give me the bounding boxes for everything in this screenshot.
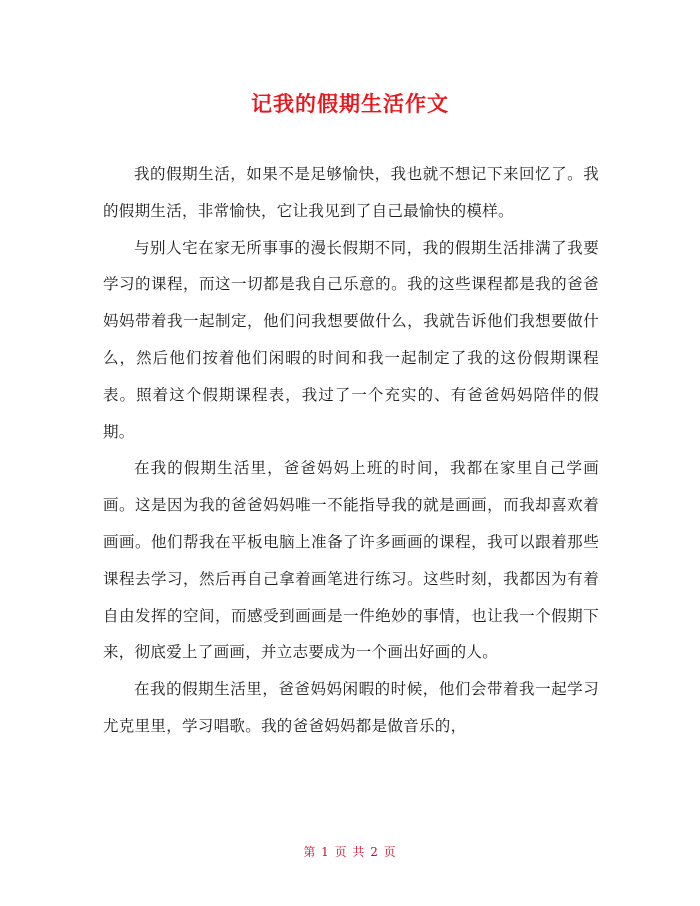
- paragraph-4: 在我的假期生活里，爸爸妈妈闲暇的时候，他们会带着我一起学习尤克里里，学习唱歌。我的爸爸妈妈都是做音乐的，: [103, 680, 599, 735]
- paragraph-2: 与别人宅在家无所事事的漫长假期不同，我的假期生活排满了我要学习的课程，而这一切都是我自己乐意的。我的这些课程都是我的爸爸妈妈带着我一起制定，他们问我想要做什么，我就告诉他们我想要做什么，然后他们按着他们闲暇的时间和我一起制定了我的这份假期课程表。照着这个假期课程表，我过了一个充实的、有爸爸妈妈陪伴的假期。: [103, 238, 599, 441]
- paragraph-3: 在我的假期生活里，爸爸妈妈上班的时间，我都在家里自己学画画。这是因为我的爸爸妈妈唯一不能指导我的就是画画，而我却喜欢着画画。他们帮我在平板电脑上准备了许多画画的课程，我可以跟着那些课程去学习，然后再自己拿着画笔进行练习。这些时刻，我都因为有着自由发挥的空间，而感受到画画是一件绝妙的事情，也让我一个假期下来，彻底爱上了画画，并立志要成为一个画出好画的人。: [103, 459, 599, 662]
- document-body: [103, 156, 599, 745]
- page-number-footer: 第 1 页 共 2 页: [303, 845, 397, 859]
- document-title: 记我的假期生活作文: [251, 92, 449, 116]
- paragraph-1: 我的假期生活，如果不是足够愉快，我也就不想记下来回忆了。我的假期生活，非常愉快，它让我见到了自己最愉快的模样。: [103, 165, 599, 220]
